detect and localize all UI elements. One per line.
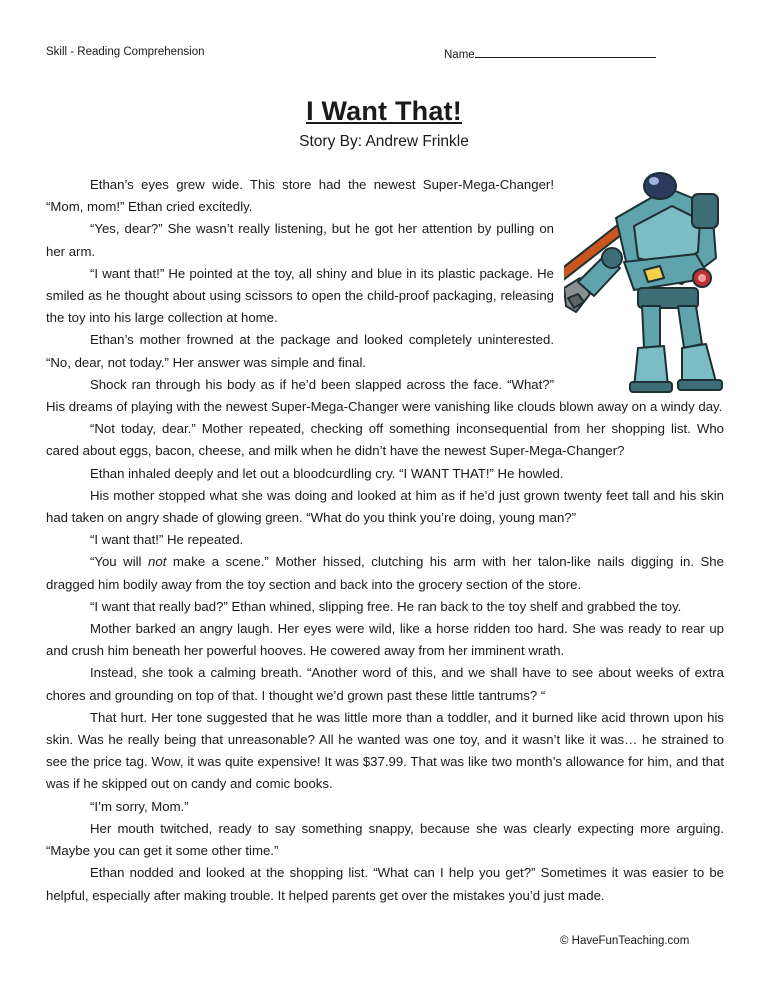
- story-paragraph: Her mouth twitched, ready to say something snappy, because she was clearly expecting more arguing. “Maybe you can get it some other time.”: [46, 820, 724, 859]
- story-paragraph: Ethan’s eyes grew wide. This store had the newest Super-Mega-Changer! “Mom, mom!” Ethan cried excitedly.: [46, 177, 554, 215]
- story-paragraph: Ethan inhaled deeply and let out a bloodcurdling cry. “I WANT THAT!” He howled.: [90, 465, 564, 481]
- story-paragraph: “Not today, dear.” Mother repeated, checking off something inconsequential from her shopping list. Who cared about eggs, bacon, cheese, and milk when he didn’t have the newest Super-Mega-Changer?: [46, 421, 724, 459]
- story-paragraph: That hurt. Her tone suggested that he was little more than a toddler, and it burned like acid thrown upon his skin. Was he really being that unreasonable? All he wanted was one toy, and it wasn’t like it was… he strained to see the price tag. Wow, it was quite expensive! It was $37.99. That was like two month’s allowance for him, and that was if he skipped out on candy and comic books.: [46, 709, 724, 792]
- name-line: [475, 46, 656, 58]
- story-paragraph: “I’m sorry, Mom.”: [90, 798, 189, 814]
- robot-illustration: [564, 166, 724, 394]
- story-paragraph: “Yes, dear?” She wasn’t really listening, but he got her attention by pulling on her arm.: [46, 221, 554, 259]
- story-paragraph: “I want that!” He repeated.: [90, 532, 244, 548]
- name-label: Name: [444, 49, 475, 61]
- story-paragraph: Ethan’s mother frowned at the package and looked completely uninterested. “No, dear, not today.” Her answer was simple and final.: [46, 332, 554, 370]
- story-paragraph: Shock ran through his body as if he’d been slapped across the face. “What?” His dreams of playing with the newest Super-Mega-Changer were vanishing like clouds blown away on a windy day.: [46, 376, 723, 415]
- story-paragraph: His mother stopped what she was doing and looked at him as if he’d just grown twenty feet tall and his skin had taken on angry shade of glowing green. “What do you think you’re doing, young man?”: [46, 487, 724, 526]
- story-paragraph: Instead, she took a calming breath. “Another word of this, and we shall have to see about weeks of extra chores and grounding on top of that. I thought we’d grown past these little tantrums? “: [46, 665, 724, 703]
- story-paragraph: Mother barked an angry laugh. Her eyes were wild, like a horse ridden too hard. She was ready to rear up and crush him beneath her powerful hooves. He cowered away from her imminent wrath.: [46, 621, 724, 659]
- story-title: I Want That!: [306, 96, 462, 126]
- story-body: [46, 174, 724, 907]
- copyright-footer: © HaveFunTeaching.com: [560, 935, 690, 947]
- name-field[interactable]: [444, 46, 656, 61]
- story-paragraph: “I want that!” He pointed at the toy, all shiny and blue in its plastic package. He smiled as he thought about using scissors to open the child-proof packaging, releasing the toy into his large collection at home.: [46, 265, 554, 326]
- story-paragraph: Ethan nodded and looked at the shopping list. “What can I help you get?” Sometimes it was easier to be helpful, especially after making trouble. It helped parents get over the mistakes you’d just made.: [46, 865, 724, 903]
- emphasis-not: not: [148, 554, 167, 570]
- skill-label: Skill - Reading Comprehension: [46, 46, 205, 58]
- story-paragraph: “I want that really bad?” Ethan whined, slipping free. He ran back to the toy shelf and grabbed the toy.: [90, 598, 682, 614]
- story-byline: Story By: Andrew Frinkle: [299, 133, 469, 150]
- story-paragraph: “You will not make a scene.” Mother hissed, clutching his arm with her talon-like nails digging in. She dragged him bodily away from the toy section and back into the grocery section of the store.: [46, 554, 724, 592]
